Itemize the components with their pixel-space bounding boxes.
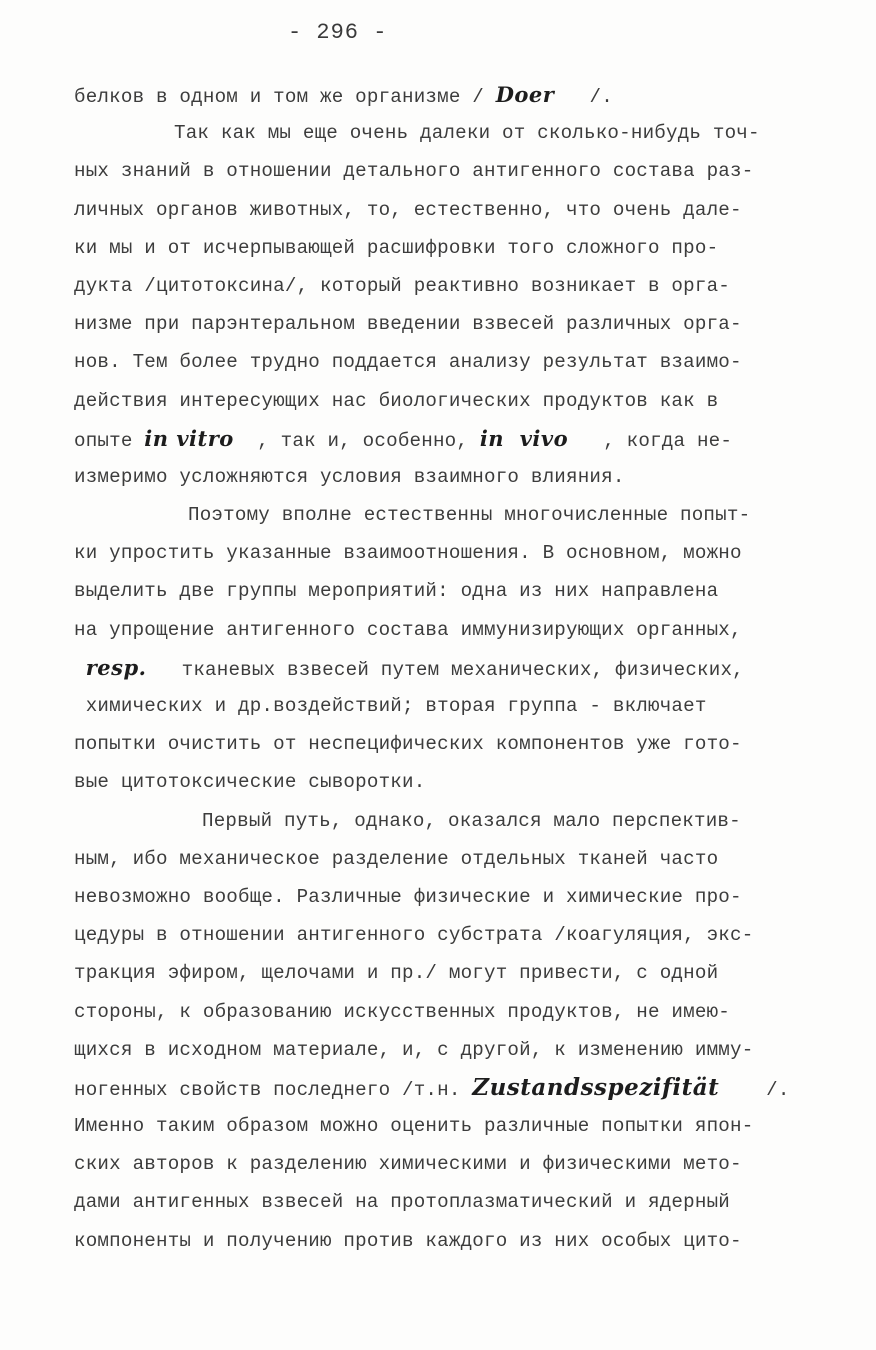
- typed-text: на упрощение антигенного состава иммунизирующих органных,: [74, 618, 742, 641]
- text-line: [74, 496, 814, 534]
- text-line: [74, 534, 814, 572]
- typed-text: ки мы и от исчерпывающей расшифровки того сложного про-: [74, 236, 719, 259]
- text-line: [74, 76, 814, 114]
- typed-text: нов. Тем более трудно поддается анализу результат взаимо-: [74, 351, 742, 374]
- text-line: [74, 802, 814, 840]
- text-line: [74, 993, 814, 1031]
- typed-text: измеримо усложняются условия взаимного влияния.: [74, 465, 625, 488]
- typewritten-text-body: [74, 76, 814, 1260]
- typed-text: опыте: [74, 429, 145, 452]
- text-line: [74, 1222, 814, 1260]
- typed-text: дукта /цитотоксина/, который реактивно возникает в орга-: [74, 274, 731, 297]
- typed-text: компоненты и получению против каждого из них особых цито-: [74, 1229, 742, 1252]
- typed-text: Именно таким образом можно оценить различные попытки япон-: [74, 1115, 754, 1138]
- typed-text: химических и др.воздействий; вторая группа - включает: [74, 695, 707, 717]
- text-line: [74, 343, 814, 381]
- typed-text: низме при парэнтеральном введении взвесей различных орга-: [74, 313, 742, 336]
- text-line: [74, 1183, 814, 1221]
- text-line: [74, 649, 814, 687]
- typed-text: попытки очистить от неспецифических компонентов уже гото-: [74, 733, 742, 756]
- handwritten-insert: in vivo: [479, 425, 569, 451]
- typed-text: тракция эфиром, щелочами и пр./ могут привести, с одной: [74, 962, 719, 985]
- typed-text: ки упростить указанные взаимоотношения. В основном, можно: [74, 542, 742, 565]
- typed-text: личных органов животных, то, естественно, что очень дале-: [74, 198, 742, 221]
- typed-text: действия интересующих нас биологических продуктов как в: [74, 389, 719, 412]
- typed-text: вые цитотоксические сыворотки.: [74, 771, 426, 794]
- text-line: [74, 191, 814, 229]
- text-line: [74, 916, 814, 954]
- typed-text: белков в одном и том же организме /: [74, 86, 496, 108]
- text-line: [74, 1031, 814, 1069]
- typed-text: выделить две группы мероприятий: одна из них направлена: [74, 580, 719, 603]
- handwritten-insert: in vitro: [144, 425, 234, 451]
- typed-text: , когда не-: [568, 429, 733, 452]
- page-number: - 296 -: [288, 20, 388, 45]
- typed-text: /.: [719, 1078, 790, 1101]
- text-line: [74, 305, 814, 343]
- text-line: [74, 229, 814, 267]
- text-line: [74, 1107, 814, 1145]
- typed-text: тканевых взвесей путем механических, физических,: [146, 658, 744, 681]
- text-line: [74, 954, 814, 992]
- text-line: [74, 1069, 814, 1107]
- text-line: [74, 152, 814, 190]
- text-line: [74, 763, 814, 801]
- typed-text: ным, ибо механическое разделение отдельных тканей часто: [74, 847, 719, 870]
- text-line: [74, 878, 814, 916]
- typed-text: [74, 659, 86, 681]
- typed-text: Поэтому вполне естественны многочисленные попыт-: [188, 504, 751, 527]
- handwritten-insert: resp.: [85, 654, 147, 680]
- typed-text: ных знаний в отношении детального антигенного состава раз-: [74, 160, 754, 183]
- typed-text: /.: [554, 86, 613, 108]
- typed-text: Так как мы еще очень далеки от сколько-нибудь точ-: [174, 122, 760, 145]
- text-line: [74, 382, 814, 420]
- text-line: [74, 611, 814, 649]
- text-line: [74, 267, 814, 305]
- text-line: [74, 114, 814, 152]
- typed-text: Первый путь, однако, оказался мало перспектив-: [202, 809, 741, 832]
- handwritten-insert: Doer: [495, 82, 555, 107]
- text-line: [74, 840, 814, 878]
- typed-text: цедуры в отношении антигенного субстрата /коагуляция, экс-: [74, 924, 754, 947]
- text-line: [74, 458, 814, 496]
- typed-text: ногенных свойств последнего /т.н.: [74, 1078, 473, 1101]
- typed-text: ских авторов к разделению химическими и физическими мето-: [74, 1153, 742, 1176]
- text-line: [74, 572, 814, 610]
- text-line: [74, 1145, 814, 1183]
- text-line: [74, 725, 814, 763]
- typed-text: щихся в исходном материале, и, с другой, к изменению имму-: [74, 1038, 754, 1061]
- typed-text: невозможно вообще. Различные физические и химические про-: [74, 885, 742, 908]
- typed-text: дами антигенных взвесей на протоплазматический и ядерный: [74, 1191, 731, 1214]
- typed-text: , так и, особенно,: [233, 429, 480, 452]
- text-line: [74, 420, 814, 458]
- text-line: [74, 687, 814, 725]
- typed-text: стороны, к образованию искусственных продуктов, не имею-: [74, 1000, 731, 1023]
- handwritten-insert: Zustandsspezifität: [472, 1073, 720, 1101]
